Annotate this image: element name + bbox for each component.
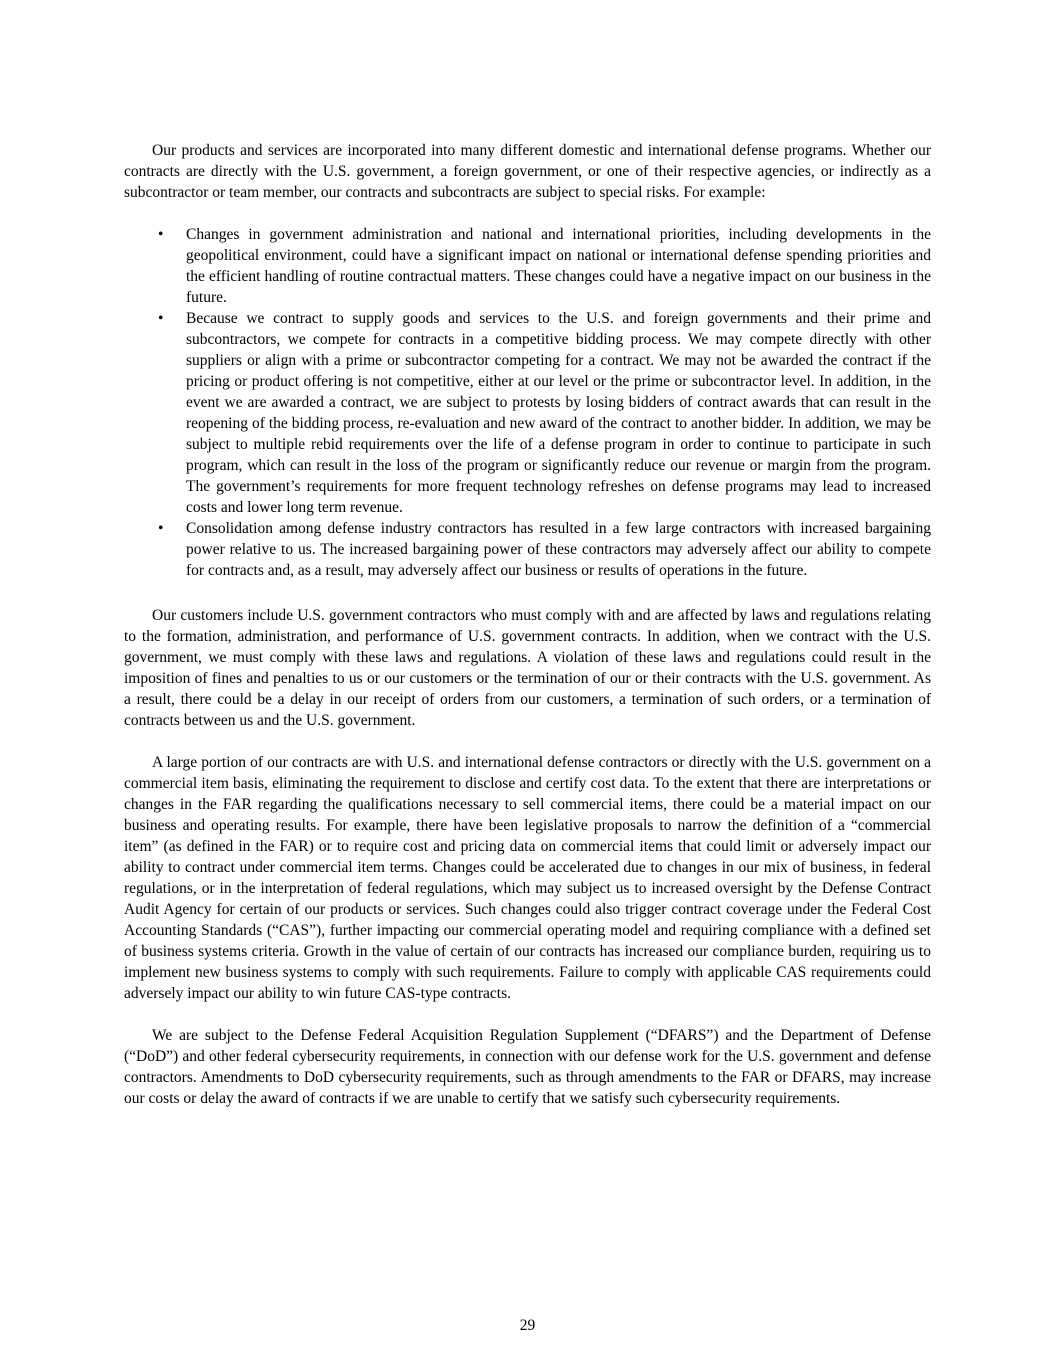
bullet-marker: • — [158, 226, 164, 243]
bullet-item-consolidation — [124, 518, 931, 581]
bullet-marker: • — [158, 310, 164, 327]
paragraph-cybersecurity: We are subject to the Defense Federal Acquisition Regulation Supplement (“DFARS”) and the Department of Defense (“DoD”) and other federal cybersecurity requirements, in connection with our defense work for the U.S. government and defense contractors. Amendments to DoD cybersecurity requirements, such as through amendments to the FAR or DFARS, may increase our costs or delay the award of contracts if we are unable to certify that we satisfy such cybersecurity requirements. — [124, 1027, 931, 1107]
paragraph-intro: Our products and services are incorporated into many different domestic and international defense programs. Whether our contracts are directly with the U.S. government, a foreign government, or one of their respective agencies, or indirectly as a subcontractor or team member, our contracts and subcontracts are subject to special risks. For example: — [124, 142, 931, 201]
paragraph-commercial-item: A large portion of our contracts are with U.S. and international defense contractors or directly with the U.S. government on a commercial item basis, eliminating the requirement to disclose and certify cost data. To the extent that there are interpretations or changes in the FAR regarding the qualifications necessary to sell commercial items, there could be a material impact on our business and operating results. For example, there have been legislative proposals to narrow the definition of a “commercial item” (as defined in the FAR) or to require cost and pricing data on commercial items that could limit or adversely impact our ability to contract under commercial item terms. Changes could be accelerated due to changes in our mix of business, in federal regulations, or in the interpretation of federal regulations, which may subject us to increased oversight by the Defense Contract Audit Agency for certain of our products or services. Such changes could also trigger contract coverage under the Federal Cost Accounting Standards (“CAS”), further impacting our commercial operating model and requiring compliance with a defined set of business systems criteria. Growth in the value of certain of our contracts has increased our compliance burden, requiring us to implement new business systems to comply with such requirements. Failure to comply with applicable CAS requirements could adversely impact our ability to win future CAS-type contracts. — [124, 754, 931, 1002]
bullet-item-government-changes — [124, 224, 931, 308]
paragraph-customers: Our customers include U.S. government contractors who must comply with and are affected by laws and regulations relating to the formation, administration, and performance of U.S. government contracts. In addition, when we contract with the U.S. government, we must comply with these laws and regulations. A violation of these laws and regulations could result in the imposition of fines and penalties to us or our customers or the termination of our or their contracts with the U.S. government. As a result, there could be a delay in our receipt of orders from our customers, a termination of such orders, or a termination of contracts between us and the U.S. government. — [124, 607, 931, 729]
page-content — [124, 140, 931, 1130]
bullet-text: Changes in government administration and national and international priorities, including developments in the geopolitical environment, could have a significant impact on national or international defense spending priorities and the efficient handling of routine contractual matters. These changes could have a negative impact on our business in the future. — [186, 226, 931, 306]
bullet-text: Consolidation among defense industry contractors has resulted in a few large contractors with increased bargaining power relative to us. The increased bargaining power of these contractors may adversely affect our ability to compete for contracts and, as a result, may adversely affect our business or results of operations in the future. — [186, 520, 931, 579]
bullet-list — [124, 224, 931, 581]
bullet-item-competitive-bidding — [124, 308, 931, 518]
bullet-text: Because we contract to supply goods and services to the U.S. and foreign governments and their prime and subcontractors, we compete for contracts in a competitive bidding process. We may compete directly with other suppliers or align with a prime or subcontractor competing for a contract. We may not be awarded the contract if the pricing or product offering is not competitive, either at our level or the prime or subcontractor level. In addition, in the event we are awarded a contract, we are subject to protests by losing bidders of contract awards that can result in the reopening of the bidding process, re-evaluation and new award of the contract to another bidder. In addition, we may be subject to multiple rebid requirements over the life of a defense program in order to continue to participate in such program, which can result in the loss of the program or significantly reduce our revenue or margin from the program. The government’s requirements for more frequent technology refreshes on defense programs may lead to increased costs and lower long term revenue. — [186, 310, 931, 516]
page-number: 29 — [519, 1317, 536, 1334]
bullet-marker: • — [158, 520, 164, 537]
